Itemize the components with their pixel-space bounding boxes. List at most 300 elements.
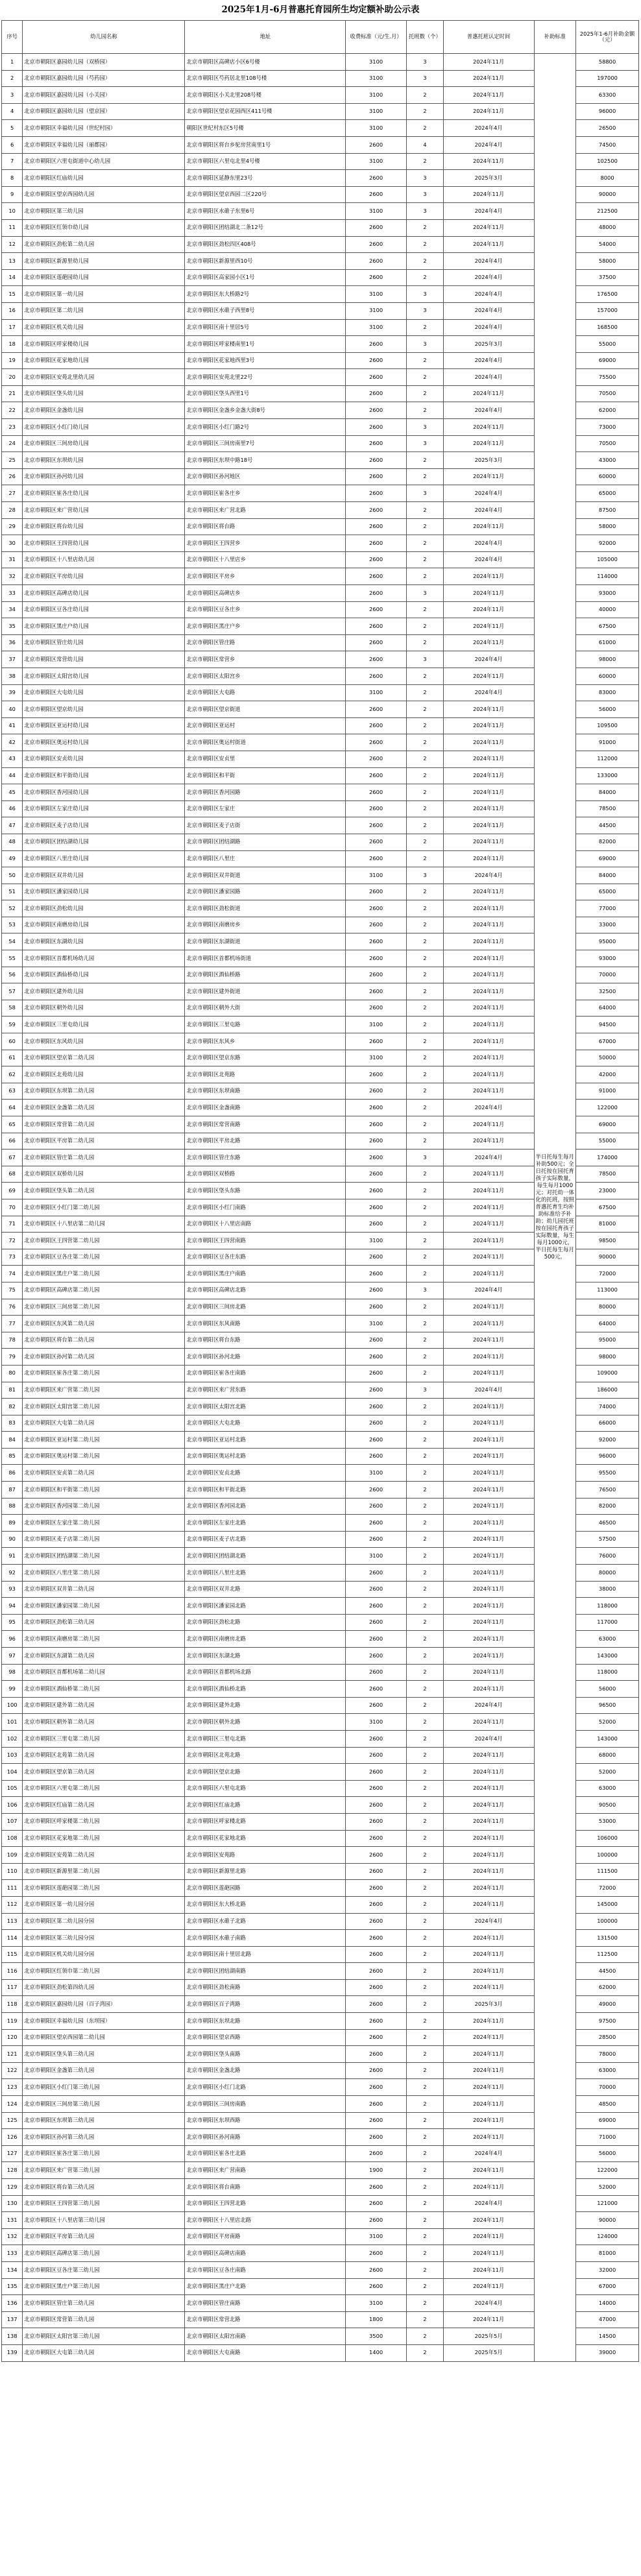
row-classes: 2 xyxy=(407,2046,443,2063)
row-classes: 2 xyxy=(407,2344,443,2361)
row-classes: 2 xyxy=(407,1714,443,1731)
header-name: 幼儿园名称 xyxy=(23,21,185,54)
row-no: 31 xyxy=(2,551,23,568)
row-address: 北京市朝阳区垡头东路 xyxy=(185,1183,346,1199)
row-classes: 2 xyxy=(407,1930,443,1947)
row-fee: 2600 xyxy=(346,385,407,402)
row-name: 北京市朝阳区奥运村幼儿园 xyxy=(23,734,185,751)
row-no: 61 xyxy=(2,1050,23,1066)
row-time: 2024年4月 xyxy=(443,319,534,336)
row-no: 77 xyxy=(2,1316,23,1332)
row-classes: 2 xyxy=(407,1863,443,1880)
row-no: 114 xyxy=(2,1930,23,1947)
row-no: 106 xyxy=(2,1797,23,1814)
row-classes: 2 xyxy=(407,402,443,419)
row-name: 北京市朝阳区常营第三幼儿园 xyxy=(23,2311,185,2328)
row-name: 北京市朝阳区和平街幼儿园 xyxy=(23,767,185,784)
row-classes: 3 xyxy=(407,867,443,884)
row-time: 2024年11月 xyxy=(443,1266,534,1282)
row-no: 67 xyxy=(2,1150,23,1166)
row-time: 2024年4月 xyxy=(443,1282,534,1299)
row-name: 北京市朝阳区垡头第三幼儿园 xyxy=(23,2046,185,2063)
row-fee: 2600 xyxy=(346,1780,407,1797)
row-time: 2024年11月 xyxy=(443,2245,534,2262)
row-time: 2024年11月 xyxy=(443,784,534,801)
row-address: 北京市朝阳区三间房南里7号 xyxy=(185,435,346,452)
row-name: 北京市朝阳区小红门第三幼儿园 xyxy=(23,2079,185,2096)
row-address: 北京市朝阳区亚运村 xyxy=(185,717,346,734)
row-address: 北京市朝阳区水碓子南路 xyxy=(185,1930,346,1947)
row-classes: 3 xyxy=(407,1282,443,1299)
row-time: 2024年4月 xyxy=(443,269,534,286)
row-classes: 2 xyxy=(407,153,443,170)
row-amount: 93000 xyxy=(576,585,639,602)
row-name: 北京市朝阳区东坝幼儿园 xyxy=(23,452,185,469)
row-no: 69 xyxy=(2,1183,23,1199)
row-classes: 2 xyxy=(407,2195,443,2212)
row-name: 北京市朝阳区东湖幼儿园 xyxy=(23,933,185,950)
row-classes: 2 xyxy=(407,2261,443,2278)
row-amount: 98000 xyxy=(576,1349,639,1366)
row-amount: 67500 xyxy=(576,1199,639,1216)
row-name: 北京市朝阳区来广营第三幼儿园 xyxy=(23,2162,185,2179)
row-classes: 3 xyxy=(407,435,443,452)
row-address: 北京市朝阳区垡头西里1号 xyxy=(185,385,346,402)
row-fee: 2600 xyxy=(346,717,407,734)
row-no: 16 xyxy=(2,302,23,319)
row-address: 北京市朝阳区望京北路 xyxy=(185,1764,346,1781)
row-amount: 48500 xyxy=(576,2096,639,2113)
row-no: 46 xyxy=(2,800,23,817)
row-no: 82 xyxy=(2,1399,23,1415)
row-no: 45 xyxy=(2,784,23,801)
row-no: 48 xyxy=(2,834,23,850)
row-name: 北京市朝阳区王四营第二幼儿园 xyxy=(23,1233,185,1249)
row-name: 北京市朝阳区三里屯第二幼儿园 xyxy=(23,1730,185,1747)
row-no: 27 xyxy=(2,485,23,502)
row-fee: 2600 xyxy=(346,452,407,469)
row-fee: 2600 xyxy=(346,1365,407,1382)
row-address: 北京市朝阳区双井街道 xyxy=(185,867,346,884)
row-amount: 64000 xyxy=(576,1000,639,1017)
row-classes: 2 xyxy=(407,751,443,767)
row-name: 北京市朝阳区八里庄幼儿园 xyxy=(23,850,185,867)
row-time: 2024年11月 xyxy=(443,1631,534,1648)
row-classes: 2 xyxy=(407,834,443,850)
row-fee: 2600 xyxy=(346,1747,407,1764)
row-time: 2024年11月 xyxy=(443,834,534,850)
row-no: 34 xyxy=(2,601,23,618)
row-address: 北京市朝阳区朝外北路 xyxy=(185,1714,346,1731)
row-time: 2024年11月 xyxy=(443,668,534,684)
row-address: 北京市朝阳区水碓子北路 xyxy=(185,1913,346,1930)
row-address: 北京市朝阳区东湖街道 xyxy=(185,933,346,950)
row-amount: 60000 xyxy=(576,468,639,485)
row-classes: 2 xyxy=(407,1813,443,1830)
row-name: 北京市朝阳区东坝第三幼儿园 xyxy=(23,2112,185,2129)
row-amount: 54000 xyxy=(576,236,639,253)
row-time: 2024年11月 xyxy=(443,983,534,1000)
row-fee: 2600 xyxy=(346,253,407,270)
row-classes: 2 xyxy=(407,369,443,386)
row-classes: 2 xyxy=(407,2029,443,2046)
row-address: 北京市朝阳区王四营乡 xyxy=(185,535,346,552)
row-classes: 3 xyxy=(407,419,443,436)
row-fee: 3100 xyxy=(346,1017,407,1033)
row-no: 15 xyxy=(2,286,23,303)
row-fee: 2600 xyxy=(346,468,407,485)
row-name: 北京市朝阳区红庙第二幼儿园 xyxy=(23,1797,185,1814)
row-fee: 2600 xyxy=(346,701,407,718)
row-amount: 118000 xyxy=(576,1598,639,1615)
row-amount: 94500 xyxy=(576,1017,639,1033)
row-no: 32 xyxy=(2,568,23,585)
row-address: 北京市朝阳区东大桥北路 xyxy=(185,1896,346,1913)
row-address: 北京市朝阳区管庄路 xyxy=(185,634,346,651)
row-fee: 2600 xyxy=(346,900,407,917)
row-address: 北京市朝阳区豆各庄乡 xyxy=(185,601,346,618)
row-no: 104 xyxy=(2,1764,23,1781)
row-amount: 42000 xyxy=(576,1066,639,1083)
row-name: 北京市朝阳区六里屯街道中心幼儿园 xyxy=(23,153,185,170)
row-amount: 69000 xyxy=(576,2112,639,2129)
row-name: 北京市朝阳区八里庄第二幼儿园 xyxy=(23,1565,185,1582)
row-name: 北京市朝阳区来广营幼儿园 xyxy=(23,502,185,519)
row-classes: 2 xyxy=(407,1498,443,1515)
row-fee: 2600 xyxy=(346,1614,407,1631)
row-classes: 2 xyxy=(407,1697,443,1714)
row-fee: 1800 xyxy=(346,2311,407,2328)
row-no: 62 xyxy=(2,1066,23,1083)
row-amount: 109500 xyxy=(576,717,639,734)
row-address: 北京市朝阳区潘家园路 xyxy=(185,884,346,900)
row-classes: 2 xyxy=(407,1764,443,1781)
row-fee: 2600 xyxy=(346,1930,407,1947)
row-time: 2024年11月 xyxy=(443,1548,534,1565)
row-address: 北京市朝阳区酒仙桥北路 xyxy=(185,1681,346,1698)
row-fee: 3100 xyxy=(346,867,407,884)
row-no: 93 xyxy=(2,1581,23,1598)
row-name: 北京市朝阳区三间房第三幼儿园 xyxy=(23,2096,185,2113)
row-no: 95 xyxy=(2,1614,23,1631)
row-name: 北京市朝阳区左家庄第二幼儿园 xyxy=(23,1515,185,1532)
row-address: 北京市朝阳区安贞里 xyxy=(185,751,346,767)
row-fee: 2600 xyxy=(346,734,407,751)
row-no: 132 xyxy=(2,2228,23,2245)
row-fee: 2600 xyxy=(346,983,407,1000)
row-amount: 58000 xyxy=(576,253,639,270)
row-no: 125 xyxy=(2,2112,23,2129)
row-amount: 102500 xyxy=(576,153,639,170)
row-time: 2024年11月 xyxy=(443,1399,534,1415)
row-address: 北京市朝阳区双桥路 xyxy=(185,1166,346,1183)
row-no: 13 xyxy=(2,253,23,270)
header-no: 序号 xyxy=(2,21,23,54)
row-address: 北京市朝阳区东风南路 xyxy=(185,1316,346,1332)
row-fee: 2600 xyxy=(346,402,407,419)
row-no: 118 xyxy=(2,1996,23,2013)
row-time: 2025年3月 xyxy=(443,170,534,187)
row-fee: 2600 xyxy=(346,1349,407,1366)
row-time: 2024年11月 xyxy=(443,884,534,900)
row-fee: 2600 xyxy=(346,1033,407,1050)
row-no: 5 xyxy=(2,120,23,137)
row-no: 68 xyxy=(2,1166,23,1183)
row-classes: 2 xyxy=(407,1548,443,1565)
row-fee: 2600 xyxy=(346,767,407,784)
row-address: 北京市朝阳区花家地北路 xyxy=(185,1830,346,1847)
row-time: 2024年4月 xyxy=(443,2195,534,2212)
row-amount: 118000 xyxy=(576,1664,639,1681)
row-name: 北京市朝阳区将台幼儿园 xyxy=(23,518,185,535)
row-fee: 2600 xyxy=(346,1697,407,1714)
row-classes: 2 xyxy=(407,983,443,1000)
row-address: 北京市朝阳区南磨房北路 xyxy=(185,1631,346,1648)
row-classes: 2 xyxy=(407,684,443,701)
row-address: 北京市朝阳区奥运村街道 xyxy=(185,734,346,751)
row-time: 2024年11月 xyxy=(443,1614,534,1631)
row-address: 北京市朝阳区黑庄户北路 xyxy=(185,2278,346,2295)
row-address: 北京市朝阳区麦子店街 xyxy=(185,817,346,834)
row-fee: 2600 xyxy=(346,336,407,353)
row-name: 北京市朝阳区大屯幼儿园 xyxy=(23,684,185,701)
row-name: 北京市朝阳区望京西园第二幼儿园 xyxy=(23,2029,185,2046)
row-amount: 106000 xyxy=(576,1830,639,1847)
row-amount: 121000 xyxy=(576,2195,639,2212)
row-classes: 3 xyxy=(407,70,443,87)
row-address: 北京市朝阳区望京西路 xyxy=(185,2029,346,2046)
row-time: 2024年11月 xyxy=(443,1979,534,1996)
row-no: 92 xyxy=(2,1565,23,1582)
row-amount: 145000 xyxy=(576,1896,639,1913)
row-address: 北京市朝阳区首都机场北路 xyxy=(185,1664,346,1681)
row-address: 北京市朝阳区建外北路 xyxy=(185,1697,346,1714)
row-no: 128 xyxy=(2,2162,23,2179)
row-classes: 2 xyxy=(407,634,443,651)
row-time: 2024年11月 xyxy=(443,634,534,651)
row-classes: 2 xyxy=(407,2328,443,2345)
row-time: 2024年11月 xyxy=(443,103,534,120)
row-name: 北京市朝阳区奥运村第二幼儿园 xyxy=(23,1448,185,1465)
row-time: 2024年11月 xyxy=(443,751,534,767)
row-amount: 32000 xyxy=(576,2261,639,2278)
row-no: 97 xyxy=(2,1648,23,1665)
row-amount: 55000 xyxy=(576,1133,639,1150)
row-classes: 3 xyxy=(407,1382,443,1399)
row-address: 北京市朝阳区左家庄北路 xyxy=(185,1515,346,1532)
row-no: 79 xyxy=(2,1349,23,1366)
row-no: 74 xyxy=(2,1266,23,1282)
row-time: 2024年11月 xyxy=(443,1664,534,1681)
row-time: 2024年11月 xyxy=(443,1083,534,1100)
row-classes: 2 xyxy=(407,2311,443,2328)
row-amount: 38000 xyxy=(576,1581,639,1598)
row-name: 北京市朝阳区孙河第三幼儿园 xyxy=(23,2129,185,2146)
row-classes: 2 xyxy=(407,1183,443,1199)
row-name: 北京市朝阳区高碑店幼儿园 xyxy=(23,585,185,602)
row-address: 北京市朝阳区三间房北路 xyxy=(185,1299,346,1316)
row-no: 78 xyxy=(2,1332,23,1349)
row-address: 北京市朝阳区潘家园北路 xyxy=(185,1598,346,1615)
row-name: 北京市朝阳区平房第二幼儿园 xyxy=(23,1133,185,1150)
row-classes: 2 xyxy=(407,1100,443,1116)
row-name: 北京市朝阳区望京第二幼儿园 xyxy=(23,1050,185,1066)
row-no: 73 xyxy=(2,1249,23,1266)
row-time: 2024年11月 xyxy=(443,950,534,967)
row-fee: 2600 xyxy=(346,634,407,651)
row-fee: 3100 xyxy=(346,2228,407,2245)
row-amount: 105000 xyxy=(576,551,639,568)
row-classes: 2 xyxy=(407,468,443,485)
row-no: 63 xyxy=(2,1083,23,1100)
row-amount: 74500 xyxy=(576,136,639,153)
row-name: 北京市朝阳区酒仙桥第二幼儿园 xyxy=(23,1681,185,1698)
row-address: 北京市朝阳区安贞北路 xyxy=(185,1465,346,1482)
row-classes: 3 xyxy=(407,286,443,303)
row-no: 108 xyxy=(2,1830,23,1847)
row-address: 北京市朝阳区百子湾路 xyxy=(185,1996,346,2013)
row-time: 2024年11月 xyxy=(443,1316,534,1332)
row-no: 126 xyxy=(2,2129,23,2146)
row-time: 2024年11月 xyxy=(443,2029,534,2046)
row-time: 2024年4月 xyxy=(443,2295,534,2312)
row-no: 87 xyxy=(2,1482,23,1499)
row-time: 2024年11月 xyxy=(443,1365,534,1382)
row-amount: 14500 xyxy=(576,2328,639,2345)
row-time: 2024年11月 xyxy=(443,1764,534,1781)
row-classes: 2 xyxy=(407,1946,443,1963)
row-address: 北京市朝阳区孙河南路 xyxy=(185,2129,346,2146)
row-classes: 2 xyxy=(407,1216,443,1233)
row-address: 北京市朝阳区常营乡 xyxy=(185,651,346,668)
row-address: 北京市朝阳区金盏北路 xyxy=(185,2062,346,2079)
row-no: 86 xyxy=(2,1465,23,1482)
row-time: 2024年11月 xyxy=(443,967,534,983)
row-classes: 2 xyxy=(407,850,443,867)
row-name: 北京市朝阳区酒仙桥幼儿园 xyxy=(23,967,185,983)
row-amount: 63000 xyxy=(576,2062,639,2079)
row-time: 2024年11月 xyxy=(443,2013,534,2030)
row-classes: 2 xyxy=(407,2145,443,2162)
row-address: 北京市朝阳区高碑店北路 xyxy=(185,1282,346,1299)
row-fee: 2600 xyxy=(346,1332,407,1349)
row-no: 60 xyxy=(2,1033,23,1050)
row-amount: 55000 xyxy=(576,336,639,353)
row-address: 北京市朝阳区来广营南路 xyxy=(185,2162,346,2179)
row-classes: 2 xyxy=(407,950,443,967)
row-name: 北京市朝阳区团结湖第二幼儿园 xyxy=(23,1548,185,1565)
row-fee: 2600 xyxy=(346,1813,407,1830)
row-amount: 98500 xyxy=(576,1233,639,1249)
row-address: 北京市朝阳区金盏乡金盏大街8号 xyxy=(185,402,346,419)
row-address: 北京市朝阳区小关北里208号楼 xyxy=(185,87,346,104)
row-fee: 2600 xyxy=(346,784,407,801)
row-time: 2024年11月 xyxy=(443,2212,534,2229)
row-time: 2024年11月 xyxy=(443,419,534,436)
row-name: 北京市朝阳区豆各庄第二幼儿园 xyxy=(23,1249,185,1266)
row-classes: 4 xyxy=(407,136,443,153)
row-time: 2024年11月 xyxy=(443,1714,534,1731)
row-amount: 52000 xyxy=(576,2179,639,2196)
row-no: 4 xyxy=(2,103,23,120)
row-name: 北京市朝阳区首都机场第二幼儿园 xyxy=(23,1664,185,1681)
row-time: 2024年11月 xyxy=(443,1332,534,1349)
row-time: 2024年4月 xyxy=(443,485,534,502)
row-name: 北京市朝阳区管庄第二幼儿园 xyxy=(23,1150,185,1166)
row-no: 20 xyxy=(2,369,23,386)
row-fee: 3100 xyxy=(346,70,407,87)
row-classes: 3 xyxy=(407,170,443,187)
row-time: 2024年4月 xyxy=(443,684,534,701)
row-fee: 2600 xyxy=(346,1133,407,1150)
row-classes: 2 xyxy=(407,236,443,253)
row-amount: 131500 xyxy=(576,1930,639,1947)
row-classes: 2 xyxy=(407,2079,443,2096)
row-no: 17 xyxy=(2,319,23,336)
row-no: 136 xyxy=(2,2295,23,2312)
row-address: 北京市朝阳区平房南路 xyxy=(185,2228,346,2245)
row-classes: 3 xyxy=(407,203,443,220)
row-time: 2024年11月 xyxy=(443,153,534,170)
row-address: 北京市朝阳区双井北路 xyxy=(185,1581,346,1598)
row-fee: 2600 xyxy=(346,1282,407,1299)
row-amount: 174000 xyxy=(576,1150,639,1166)
row-classes: 2 xyxy=(407,1747,443,1764)
row-name: 北京市朝阳区首都机场幼儿园 xyxy=(23,950,185,967)
row-name: 北京市朝阳区劲松第三幼儿园 xyxy=(23,1614,185,1631)
row-name: 北京市朝阳区幸福幼儿园（东坝园） xyxy=(23,2013,185,2030)
row-address: 北京市朝阳区管庄东路 xyxy=(185,1150,346,1166)
row-name: 北京市朝阳区金盏幼儿园 xyxy=(23,402,185,419)
row-address: 北京市朝阳区红庙北路 xyxy=(185,1797,346,1814)
row-time: 2024年11月 xyxy=(443,186,534,203)
row-address: 北京市朝阳区建外街道 xyxy=(185,983,346,1000)
row-time: 2024年11月 xyxy=(443,1681,534,1698)
row-time: 2024年11月 xyxy=(443,1465,534,1482)
row-no: 26 xyxy=(2,468,23,485)
row-classes: 2 xyxy=(407,1083,443,1100)
row-fee: 2600 xyxy=(346,568,407,585)
row-classes: 2 xyxy=(407,1415,443,1432)
row-no: 19 xyxy=(2,352,23,369)
row-fee: 2600 xyxy=(346,1648,407,1665)
row-address: 北京市朝阳区望京花园西区411号楼 xyxy=(185,103,346,120)
row-amount: 95500 xyxy=(576,1465,639,1482)
row-classes: 2 xyxy=(407,1598,443,1615)
row-time: 2024年11月 xyxy=(443,767,534,784)
row-address: 朝阳区世纪村东区5号楼 xyxy=(185,120,346,137)
row-address: 北京市朝阳区东坝北路 xyxy=(185,2013,346,2030)
row-no: 102 xyxy=(2,1730,23,1747)
row-time: 2024年4月 xyxy=(443,535,534,552)
row-no: 112 xyxy=(2,1896,23,1913)
row-address: 北京市朝阳区孙河地区 xyxy=(185,468,346,485)
row-amount: 37500 xyxy=(576,269,639,286)
row-amount: 113000 xyxy=(576,1282,639,1299)
row-time: 2024年11月 xyxy=(443,1216,534,1233)
row-name: 北京市朝阳区团结湖幼儿园 xyxy=(23,834,185,850)
row-classes: 2 xyxy=(407,1614,443,1631)
row-amount: 117000 xyxy=(576,1614,639,1631)
row-time: 2024年11月 xyxy=(443,2278,534,2295)
row-amount: 90000 xyxy=(576,2212,639,2229)
row-time: 2024年11月 xyxy=(443,1780,534,1797)
row-amount: 78500 xyxy=(576,1166,639,1183)
row-amount: 33000 xyxy=(576,917,639,933)
row-no: 36 xyxy=(2,634,23,651)
row-fee: 2600 xyxy=(346,1581,407,1598)
row-classes: 2 xyxy=(407,767,443,784)
